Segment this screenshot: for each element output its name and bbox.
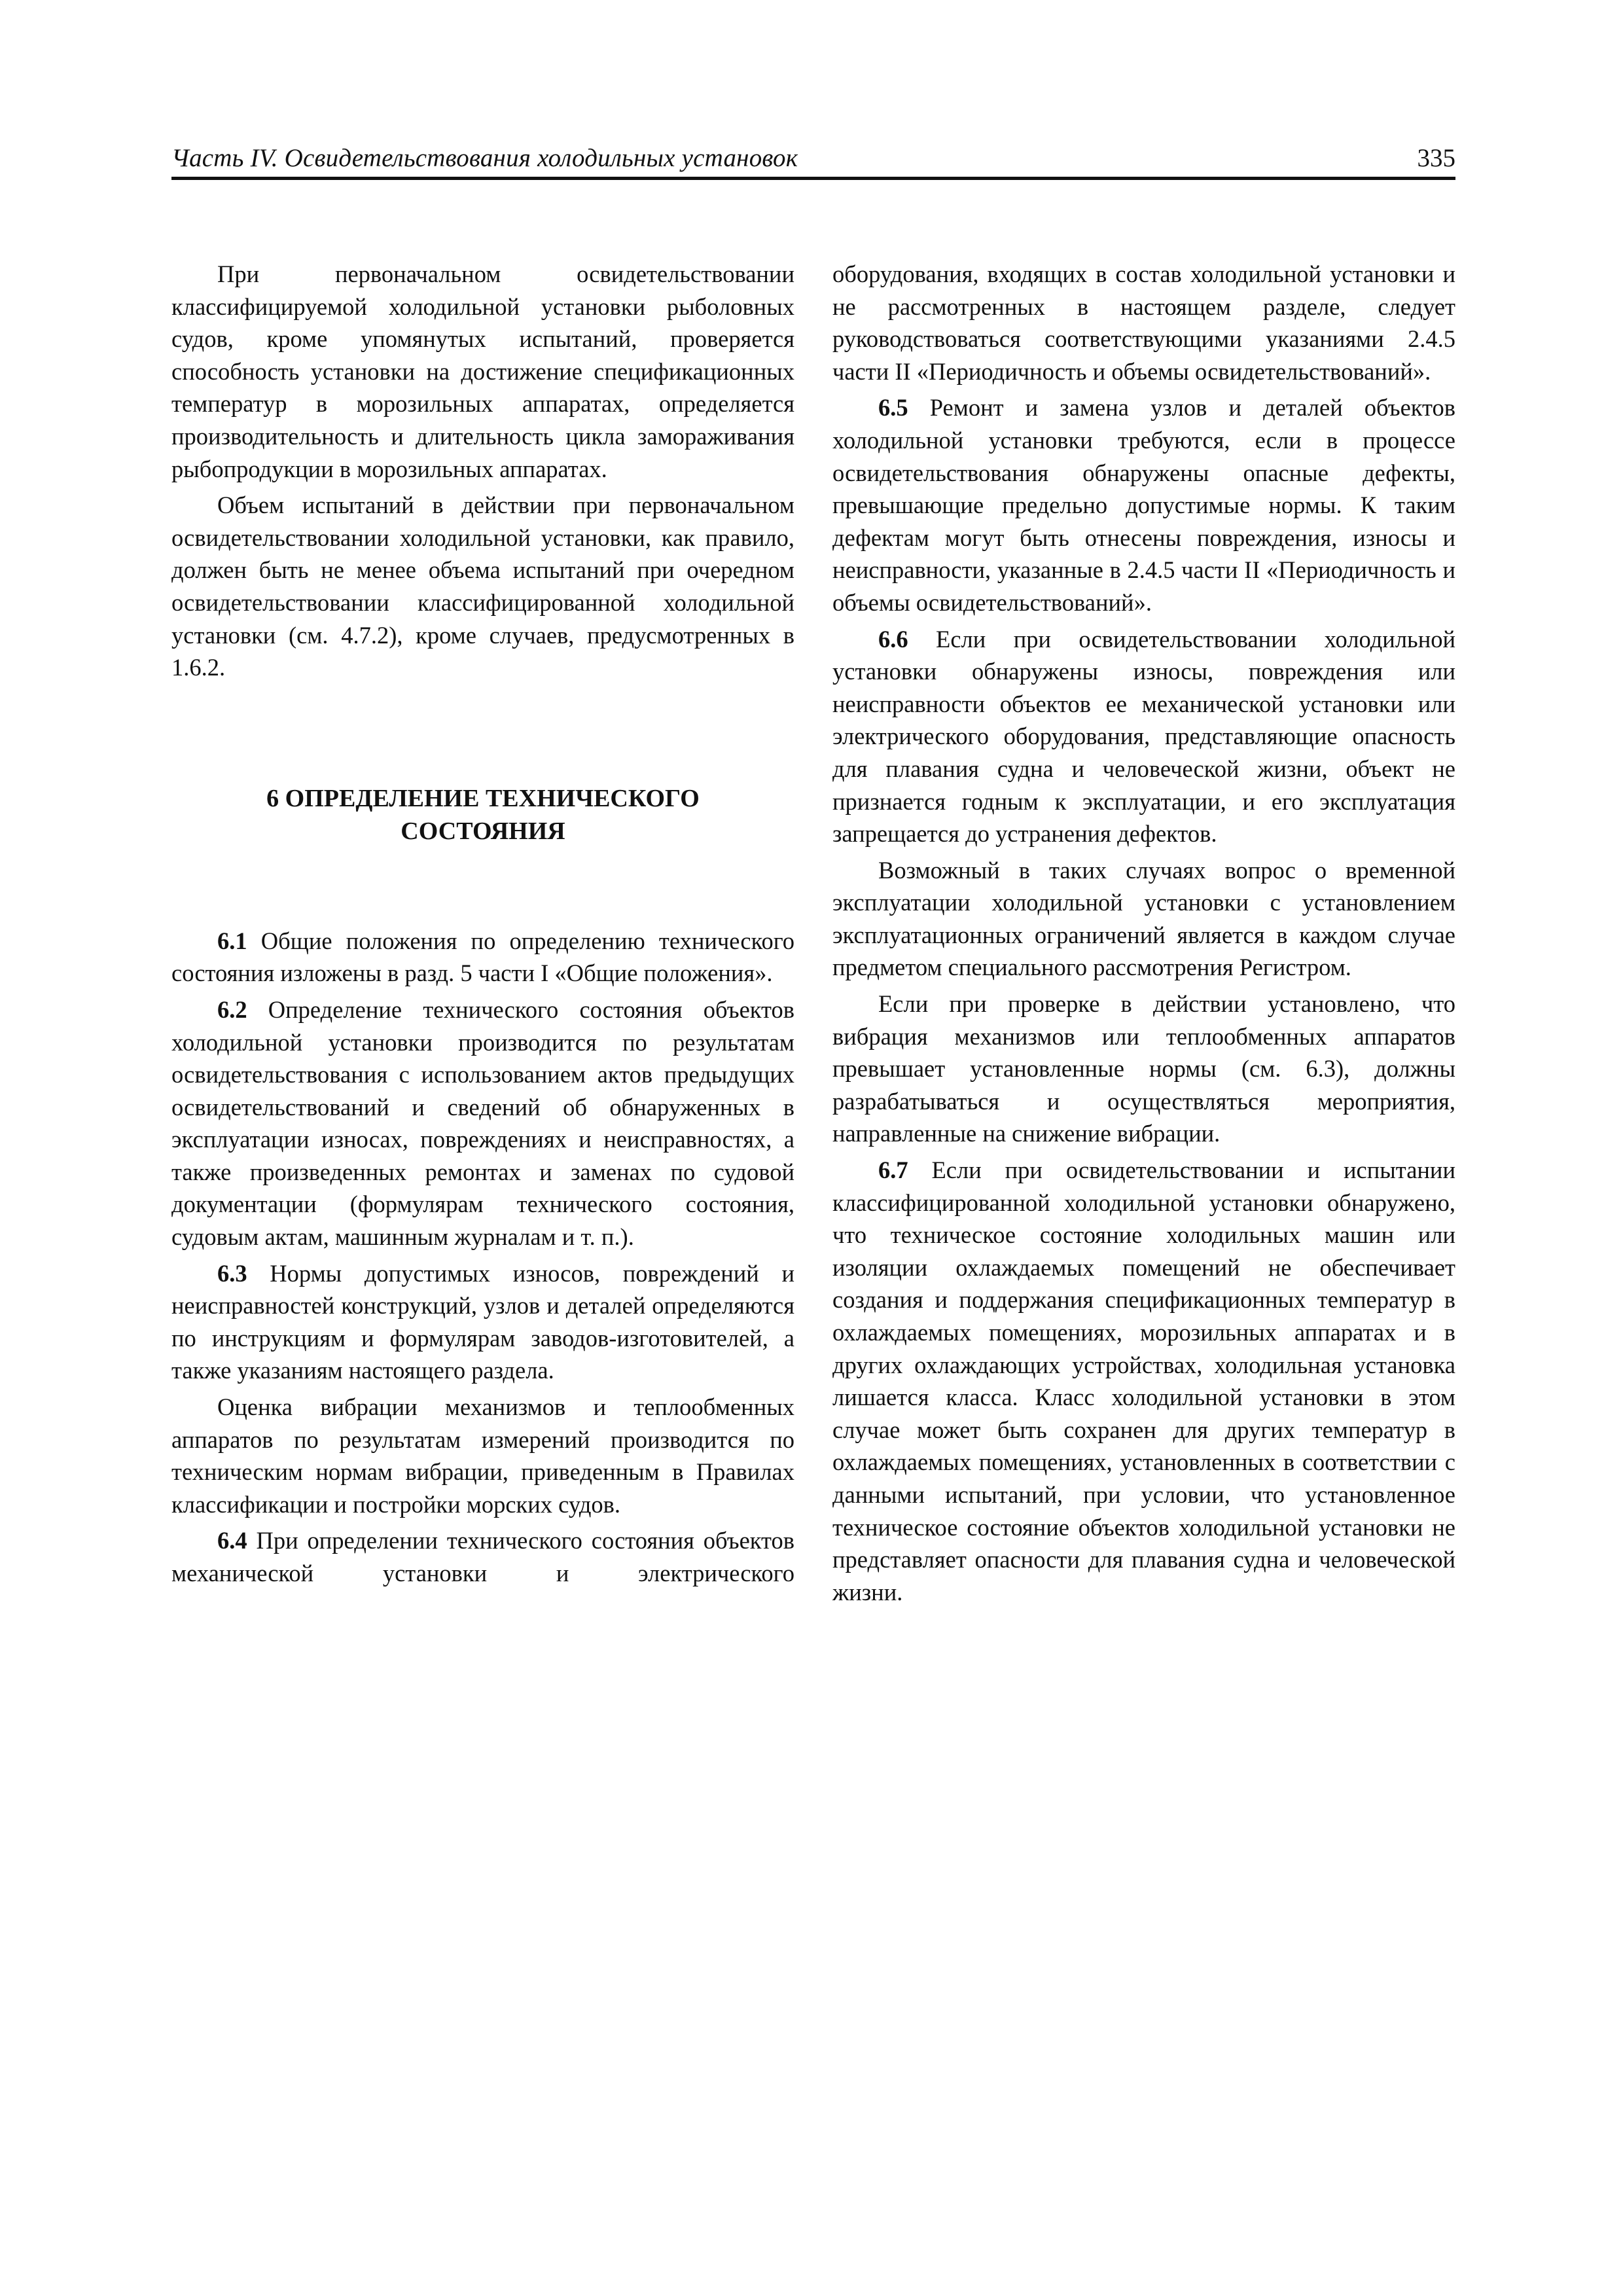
paragraph-number: 6.2 [217,996,247,1023]
intro-paragraph: При первоначальном освидетельствовании классифицируемой холодильной установки рыболовных судов, кроме упомянутых испытаний, проверяется способность установки на достижение спецификационных температур в морозильных аппаратах, определяется производительность и длительность цикла замораживания рыбопродукции в морозильных аппаратах. [171,260,794,482]
paragraph-6-1 [171,925,794,990]
paragraph-6-6 [832,623,1455,850]
paragraph-6-7 [832,1154,1455,1608]
paragraph-text: Если при освидетельствовании и испытании классифицированной холодильной установки обнаружено, что техническое состояние холодильных машин или изоляции охлаждаемых помещений не обеспечивает создания и поддержания спецификационных температур в охлаждаемых помещениях, морозильных аппаратах и в других охлаждающих устройствах, холодильная установка лишается класса. Класс холодильной установки в этом случае может быть сохранен для других температур в охлаждаемых помещениях, установленных в соответствии с данными испытаний, при условии, что установленное техническое состояние объектов холодильной установки не представляет опасности для плавания судна и человеческой жизни. [832,1157,1455,1605]
paragraph-text: Определение технического состояния объектов холодильной установки производится по результатам освидетельствования с использованием актов предыдущих освидетельствований и сведений об обнаруженных в эксплуатации износах, повреждениях и неисправностях, а также произведенных ремонтах и заменах по судовой документации (формулярам технического состояния, судовым актам, машинным журналам и т. п.). [171,996,794,1251]
scope-paragraph: Объем испытаний в действии при первоначальном освидетельствовании холодильной установки, как правило, должен быть не менее объема испытаний при очередном освидетельствовании классифицированной холодильной установки (см. 4.7.2), кроме случаев, предусмотренных в 1.6.2. [171,492,794,681]
running-header [171,145,1455,177]
paragraph-number: 6.5 [878,394,908,422]
paragraph-6-3 [171,1257,794,1387]
paragraph-number: 6.4 [217,1527,247,1554]
paragraph-6-2 [171,994,794,1253]
paragraph-6-5 [832,391,1455,619]
paragraph-number: 6.6 [878,625,908,653]
vibration-check-paragraph: Если при проверке в действии установлено, что вибрация механизмов или теплообменных аппаратов превышает установленные нормы (см. 6.3), должны разрабатываться и осуществляться мероприятия, направленные на снижение вибрации. [832,990,1455,1147]
paragraph-text: Если при освидетельствовании холодильной установки обнаружены износы, повреждения или неисправности объектов ее механической установки или электрического оборудования, представляющие опасность для плавания судна и человеческой жизни, объект не признается годным к эксплуатации, и его эксплуатация запрещается до устранения дефектов. [832,625,1456,848]
page-number: 335 [1417,144,1455,172]
header-rule [171,177,1455,180]
temporary-operation-paragraph: Возможный в таких случаях вопрос о временной эксплуатации холодильной установки с установлением эксплуатационных ограничений является в каждом случае предметом специального рассмотрения Регистром. [832,856,1455,981]
paragraph-number: 6.3 [217,1259,247,1287]
section-heading [171,782,794,848]
paragraph-number: 6.7 [878,1157,908,1184]
paragraph-6-4-continuation: оборудования, входящих в состав холодильной установки и не рассмотренных в настоящем разделе, следует руководствоваться соответствующими указаниями 2.4.5 части II «Периодичность и объемы освидетельствований». [832,260,1455,385]
right-column [832,258,1455,1608]
section-heading-line-2: СОСТОЯНИЯ [401,817,565,845]
paragraph-text: Нормы допустимых износов, повреждений и неисправностей конструкций, узлов и деталей определяются по инструкциям и формулярам заводов-изготовителей, а также указаниям настоящего раздела. [171,1259,794,1384]
vibration-paragraph: Оценка вибрации механизмов и теплообменных аппаратов по результатам измерений производится по техническим нормам вибрации, приведенным в Правилах классификации и постройки морских судов. [171,1393,794,1518]
paragraph-6-4 [171,1524,794,1589]
section-heading-line-1: 6 ОПРЕДЕЛЕНИЕ ТЕХНИЧЕСКОГО [266,784,700,812]
paragraph-number: 6.1 [217,927,247,954]
paragraph-text: Общие положения по определению технического состояния изложены в разд. 5 части I «Общие положения». [171,927,795,987]
left-column [171,258,794,1590]
paragraph-text: Ремонт и замена узлов и деталей объектов холодильной установки требуются, если в процессе освидетельствования обнаружены опасные дефекты, превышающие предельно допустимые нормы. К таким дефектам могут быть отнесены повреждения, износы и неисправности, указанные в 2.4.5 части II «Периодичность и объемы освидетельствований». [832,394,1456,616]
paragraph-text: При определении технического состояния объектов механической установки и электрического [171,1527,795,1587]
header-title: Часть IV. Освидетельствования холодильных установок [171,144,798,172]
